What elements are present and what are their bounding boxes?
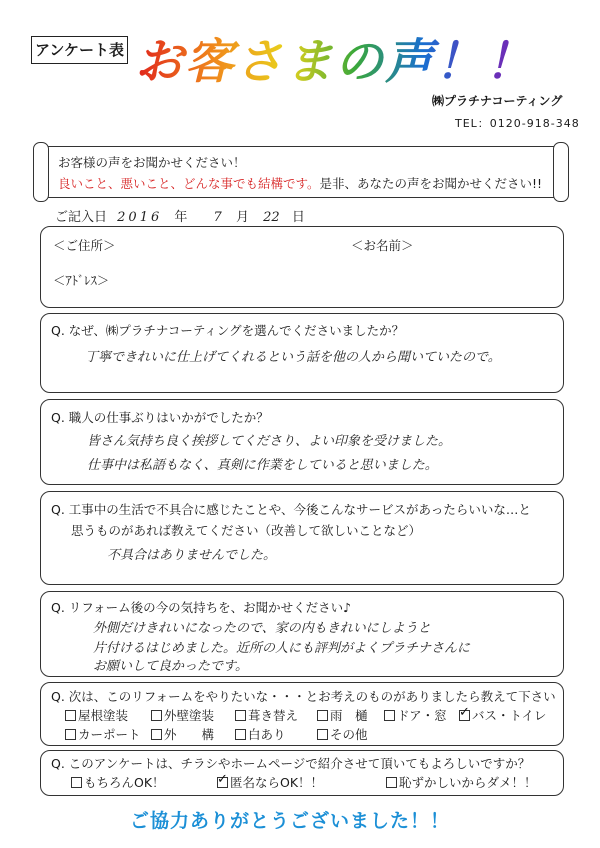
date-month-unit: 月: [235, 210, 249, 225]
date-month: 7: [213, 210, 222, 225]
answer-4-line-2: 片付けるはじめました。近所の人にも評判がよくプラチナさんに: [93, 641, 471, 656]
date-day-unit: 日: [291, 210, 305, 225]
option-termite[interactable]: [235, 725, 286, 743]
checkbox[interactable]: [386, 777, 397, 788]
checkbox[interactable]: [151, 710, 162, 721]
option-label: 外壁塗装: [164, 708, 215, 723]
question-3-line-1: Q. 工事中の生活で不具合に感じたことや、今後こんなサービスがあったらいいな…と: [51, 502, 531, 517]
checkbox[interactable]: [151, 729, 162, 740]
check-mark-icon: ✓: [217, 772, 228, 787]
option-carport[interactable]: [65, 725, 141, 743]
option-wall-paint[interactable]: [151, 706, 214, 724]
question-box-2: [40, 399, 564, 485]
form-tag: アンケート表: [31, 36, 128, 64]
checkbox-checked[interactable]: [217, 772, 228, 788]
banner-curl-left: [33, 142, 49, 202]
option-label: バス・トイレ: [472, 708, 547, 723]
option-not-ok[interactable]: [386, 773, 537, 791]
option-bath-toilet[interactable]: [459, 706, 546, 724]
option-roof-paint[interactable]: [65, 706, 128, 724]
answer-2-line-1: 皆さん気持ち良く挨拶してくださり、よい印象を受けました。: [87, 434, 452, 449]
question-box-1: [40, 313, 564, 393]
question-2: Q. 職人の仕事ぶりはいかがでしたか？: [51, 410, 269, 425]
option-reroof[interactable]: [235, 706, 298, 724]
checkbox[interactable]: [384, 710, 395, 721]
option-ok[interactable]: [71, 773, 165, 791]
entry-date: [55, 206, 305, 225]
question-3-line-2: 思うものがあれば教えてください（改善して欲しいことなど）: [71, 523, 422, 538]
option-gutter[interactable]: [317, 706, 368, 724]
answer-2-line-2: 仕事中は私語もなく、真剣に作業をしていると思いました。: [87, 458, 438, 473]
option-label: 匿名ならOK！！: [230, 775, 324, 790]
question-6: Q. このアンケートは、チラシやホームページで紹介させて頂いてもよろしいですか？: [51, 756, 531, 771]
option-label: 屋根塗装: [78, 708, 129, 723]
answer-3: 不具合はありませんでした。: [107, 548, 277, 563]
checkbox[interactable]: [71, 777, 82, 788]
date-year-unit: 年: [174, 210, 188, 225]
option-label: 雨 樋: [330, 708, 368, 723]
company-name: ㈱プラチナコーティング: [432, 94, 563, 108]
intro-line-1: お客様の声をお聞かせください！: [58, 155, 246, 170]
date-day: 22: [263, 210, 280, 225]
option-label: 白あり: [248, 727, 286, 742]
customer-info-box: [40, 226, 564, 308]
checkbox[interactable]: [317, 729, 328, 740]
option-exterior[interactable]: [151, 725, 214, 743]
option-anonymous-ok[interactable]: [217, 773, 323, 791]
phone-number: TEL：0120-918-348: [455, 117, 580, 130]
question-box-6: [40, 750, 564, 796]
intro-highlight: 良いこと、悪いこと、どんな事でも結構です。: [58, 176, 320, 191]
option-label: その他: [330, 727, 368, 742]
check-mark-icon: ✓: [459, 705, 470, 720]
option-label: もちろんOK！: [84, 775, 165, 790]
name-label: ＜お名前＞: [351, 238, 414, 253]
date-year: 2016: [117, 210, 163, 225]
question-box-4: [40, 591, 564, 677]
thanks-message: ご協力ありがとうございました！！: [130, 810, 451, 832]
question-5: Q. 次は、このリフォームをやりたいな・・・とお考えのものがありましたら教えて下さい: [51, 689, 556, 704]
option-label: 恥ずかしいからダメ！！: [399, 775, 537, 790]
option-label: 葺き替え: [248, 708, 299, 723]
intro-request: 是非、あなたの声をお聞かせください!!: [319, 176, 543, 191]
address-label: ＜ご住所＞: [53, 238, 116, 253]
answer-1: 丁寧できれいに仕上げてくれるという話を他の人から聞いていたので。: [85, 350, 501, 365]
answer-4-line-1: 外側だけきれいになったので、家の内もきれいにしようと: [93, 621, 431, 636]
checkbox[interactable]: [235, 729, 246, 740]
page-title: お客さまの声！！: [135, 30, 535, 94]
option-door-window[interactable]: [384, 706, 447, 724]
date-label: ご記入日: [55, 210, 108, 225]
banner-curl-right: [553, 142, 569, 202]
checkbox[interactable]: [65, 729, 76, 740]
question-box-5: [40, 682, 564, 746]
checkbox[interactable]: [317, 710, 328, 721]
checkbox[interactable]: [235, 710, 246, 721]
option-label: カーポート: [78, 727, 141, 742]
question-1: Q. なぜ、㈱プラチナコーティングを選んでくださいましたか？: [51, 323, 405, 338]
question-box-3: [40, 491, 564, 585]
checkbox[interactable]: [65, 710, 76, 721]
intro-line-2: [58, 174, 542, 192]
question-4: Q. リフォーム後の今の気持ちを、お聞かせください♪: [51, 600, 352, 615]
option-label: 外 構: [164, 727, 215, 742]
checkbox-checked[interactable]: [459, 705, 470, 721]
answer-4-line-3: お願いして良かったです。: [93, 659, 248, 674]
option-label: ドア・窓: [397, 708, 447, 723]
option-other[interactable]: [317, 725, 368, 743]
address-kana-label: ＜ｱﾄﾞﾚｽ＞: [53, 273, 110, 288]
